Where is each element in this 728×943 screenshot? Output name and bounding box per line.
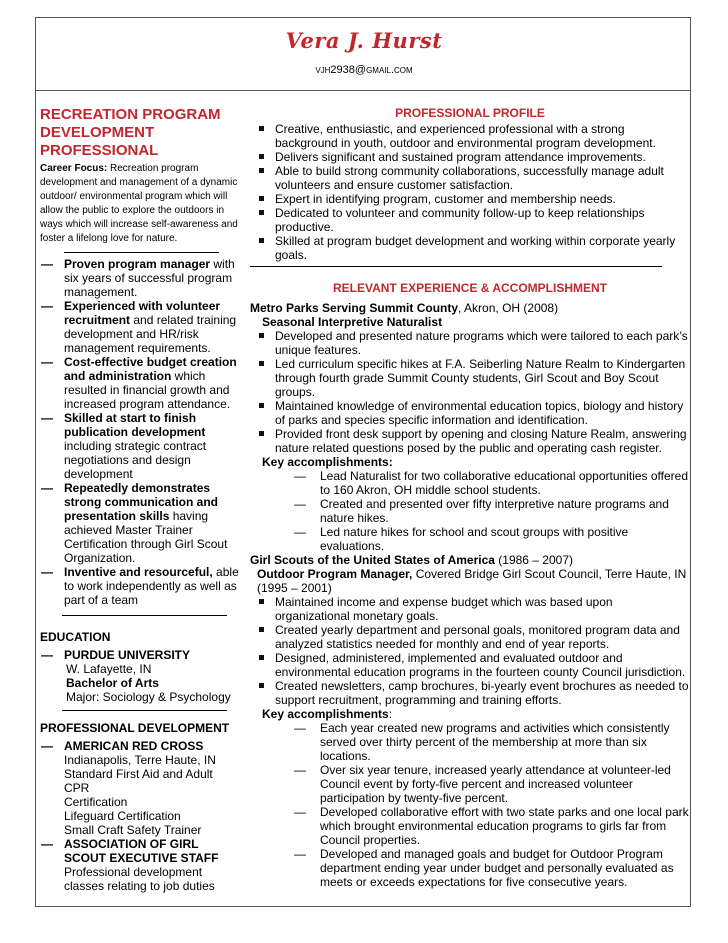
profile-item: Expert in identifying program, customer and membership needs. [250, 192, 690, 206]
prodev-item: — AMERICAN RED CROSS Indianapolis, Terre Haute, IN Standard First Aid and Adult CPR Certification Lifeguard Certification Small Craft Safety Trainer [41, 739, 216, 837]
duty-item: Maintained income and expense budget which was based upon organizational monetary goals. [250, 595, 690, 623]
duty-item: Maintained knowledge of environmental education topics, biology and history of parks and species specific information and identification. [250, 399, 690, 427]
duty-item: Developed and presented nature programs which were tailored to each park’s unique features. [250, 329, 690, 357]
accomplishment-item: — Developed collaborative effort with two state parks and one local park which brought environmental education programs to girls far from Council properties. [294, 805, 689, 847]
prodev-list [40, 739, 240, 893]
divider [64, 252, 219, 253]
accomplishment-item: — Over six year tenure, increased yearly attendance at volunteer-led Council event by forty-five percent and increased volunteer participation by twenty-five percent. [294, 763, 671, 805]
profile-heading: PROFESSIONAL PROFILE [395, 106, 545, 120]
divider [62, 710, 227, 711]
education-heading: EDUCATION [40, 630, 111, 644]
job2-key-accomplishments: Key accomplishments: [262, 707, 393, 721]
skill-item: — Cost-effective budget creation and administration which resulted in financial growth and increased program attendance. [41, 355, 237, 411]
skills-list [40, 257, 240, 607]
skill-item: — Skilled at start to finish publication development including strategic contract negotiations and design development [41, 411, 207, 481]
duty-item: Created yearly department and personal goals, monitored program data and analyzed statistics needed for monthly and end of year reports. [250, 623, 690, 651]
divider [62, 615, 227, 616]
profile-item: Able to build strong community collaborations, successfully manage adult volunteers and ensure customer satisfaction. [250, 164, 690, 192]
profile-list [250, 122, 690, 262]
career-focus [40, 162, 240, 246]
education-item: — PURDUE UNIVERSITY [41, 648, 191, 662]
career-focus-text: Recreation program development and management of a dynamic outdoor/ environmental program which will allow the public to explore the outdoors in ways which will increase self-awareness and foster a lifelong love for nature. [40, 163, 238, 244]
candidate-name: Vera J. Hurst [285, 28, 443, 53]
job1-title: Seasonal Interpretive Naturalist [262, 315, 443, 329]
divider [250, 266, 662, 267]
accomplishment-item: — Led nature hikes for school and scout groups with positive evaluations. [294, 525, 629, 553]
experience-heading: RELEVANT EXPERIENCE & ACCOMPLISHMENT [332, 281, 608, 295]
accomplishment-item: — Developed and managed goals and budget for Outdoor Program department ending year under budget and personally evaluated as meets or exceeds expectations for five consecutive years. [294, 847, 674, 889]
accomplishment-item: — Lead Naturalist for two collaborative educational opportunities offered to 160 Akron, OH middle school students. [294, 469, 689, 497]
left-column [40, 106, 240, 893]
accomplishment-item: — Each year created new programs and activities which consistently served over thirty percent of the membership at more than six locations. [294, 721, 670, 763]
prodev-item: — ASSOCIATION OF GIRL SCOUT EXECUTIVE STAFF Professional development classes relating to job duties [41, 837, 219, 893]
objective-title: RECREATION PROGRAM DEVELOPMENT PROFESSIONAL [40, 106, 221, 159]
header-divider [35, 90, 690, 91]
job2-title-line: Outdoor Program Manager, Covered Bridge Girl Scout Council, Terre Haute, IN (1995 – 2001) [257, 567, 687, 595]
profile-item: Dedicated to volunteer and community follow-up to keep relationships productive. [250, 206, 690, 234]
candidate-email[interactable]: vjh2938@gmail.com [315, 64, 413, 76]
job1-accomplishments [250, 469, 690, 553]
profile-item: Delivers significant and sustained program attendance improvements. [250, 150, 690, 164]
job2-org-line: Girl Scouts of the United States of America (1986 – 2007) [250, 553, 573, 567]
job1-duties [250, 329, 690, 455]
skill-item: — Inventive and resourceful, able to work independently as well as part of a team [41, 565, 239, 607]
right-column [250, 106, 690, 889]
skill-item: — Repeatedly demonstrates strong communication and presentation skills having achieved Master Trainer Certification through Girl Scout Organization. [41, 481, 228, 565]
education-details: W. Lafayette, IN Bachelor of Arts Major: Sociology & Psychology [66, 662, 231, 704]
duty-item: Designed, administered, implemented and evaluated outdoor and environmental education programs in the fourteen county Council jurisdiction. [250, 651, 690, 679]
duty-item: Provided front desk support by opening and closing Nature Realm, answering nature related questions posed by the public and operating cash register. [250, 427, 690, 455]
career-focus-label: Career Focus: [40, 163, 108, 174]
job1-key-accomplishments: Key accomplishments: [262, 455, 393, 469]
job2-duties [250, 595, 690, 707]
job1-org-line: Metro Parks Serving Summit County, Akron, OH (2008) [250, 301, 559, 315]
duty-item: Led curriculum specific hikes at F.A. Seiberling Nature Realm to Kindergarten through fourth grade Summit County students, Girl Scout and Boy Scout groups. [250, 357, 690, 399]
prodev-heading: PROFESSIONAL DEVELOPMENT [40, 721, 230, 735]
skill-item: — Experienced with volunteer recruitment and related training development and HR/risk management requirements. [41, 299, 237, 355]
skill-item: — Proven program manager with six years of successful program management. [41, 257, 235, 299]
job2-accomplishments [250, 721, 690, 889]
profile-item: Creative, enthusiastic, and experienced professional with a strong background in youth, outdoor and environmental program development. [250, 122, 690, 150]
profile-item: Skilled at program budget development and working within corporate yearly goals. [250, 234, 690, 262]
duty-item: Created newsletters, camp brochures, bi-yearly event brochures as needed to support recruitment, programming and training efforts. [250, 679, 690, 707]
accomplishment-item: — Created and presented over fifty interpretive nature programs and nature hikes. [294, 497, 669, 525]
education-list [40, 648, 240, 662]
